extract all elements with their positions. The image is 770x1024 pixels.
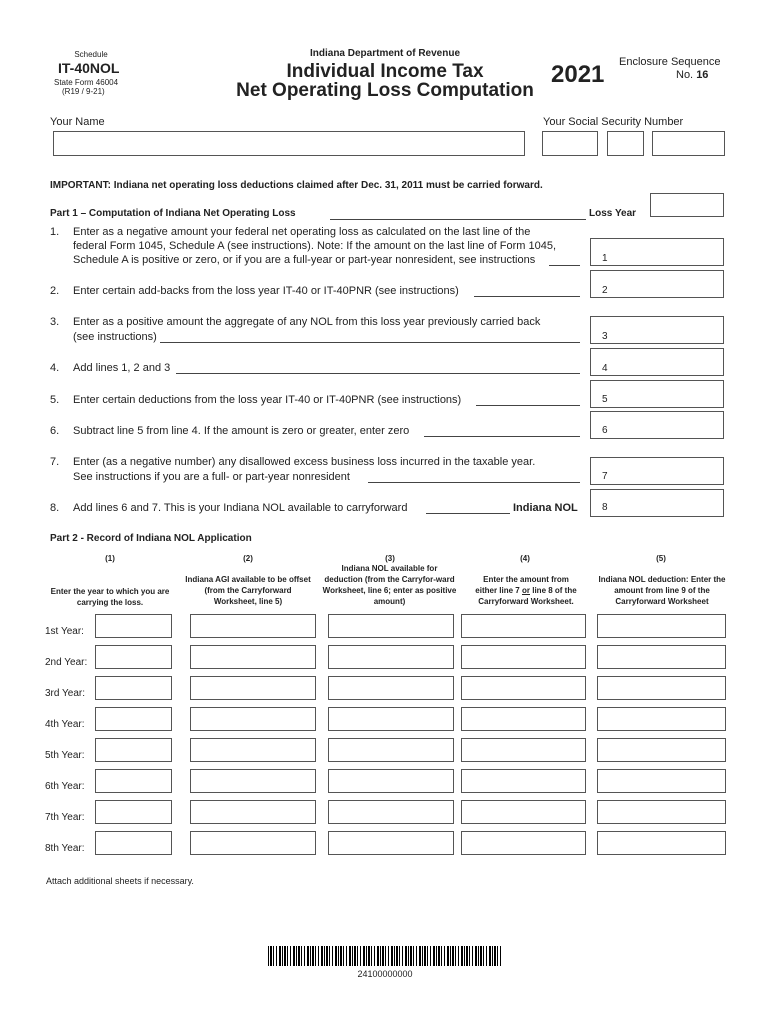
col4-number: (4) — [520, 554, 530, 563]
line-8-number: 8. — [50, 502, 60, 514]
year-8-col-2-field[interactable] — [190, 831, 316, 855]
line-5-box-number: 5 — [602, 394, 608, 405]
year-7-col-1-field[interactable] — [95, 800, 172, 824]
ssn-field-part2[interactable] — [607, 131, 644, 156]
year-4-col-3-field[interactable] — [328, 707, 454, 731]
year-1-col-3-field[interactable] — [328, 614, 454, 638]
year-6-col-2-field[interactable] — [190, 769, 316, 793]
year-2-col-3-field[interactable] — [328, 645, 454, 669]
year-5-col-1-field[interactable] — [95, 738, 172, 762]
enclosure-sequence-label: Enclosure Sequence — [619, 56, 721, 68]
year-1-col-4-field[interactable] — [461, 614, 586, 638]
year-2-col-1-field[interactable] — [95, 645, 172, 669]
year-1-col-2-field[interactable] — [190, 614, 316, 638]
year-7-col-4-field[interactable] — [461, 800, 586, 824]
line-4-box-number: 4 — [602, 363, 608, 374]
row-label-year-7: 7th Year: — [45, 812, 85, 823]
line-6-text: Subtract line 5 from line 4. If the amount is zero or greater, enter zero — [73, 425, 410, 437]
your-name-field[interactable] — [53, 131, 525, 156]
year-7-col-3-field[interactable] — [328, 800, 454, 824]
year-7-col-5-field[interactable] — [597, 800, 726, 824]
row-label-year-2: 2nd Year: — [45, 657, 88, 668]
line-6-box-number: 6 — [602, 425, 608, 436]
line-2-box-number: 2 — [602, 285, 608, 296]
line-2-text: Enter certain add-backs from the loss year IT-40 or IT-40PNR (see instructions) — [73, 285, 459, 297]
line-6-amount-field[interactable] — [590, 411, 724, 439]
line-4-number: 4. — [50, 362, 60, 374]
line-7-text-a: Enter (as a negative number) any disallowed excess business loss incurred in the taxable year. — [73, 456, 536, 468]
line-5-amount-field[interactable] — [590, 380, 724, 408]
state-form-number: State Form 46004 — [54, 78, 119, 87]
year-3-col-4-field[interactable] — [461, 676, 586, 700]
loss-year-field[interactable] — [650, 193, 724, 217]
year-3-col-2-field[interactable] — [190, 676, 316, 700]
line-1-number: 1. — [50, 226, 60, 238]
year-4-col-1-field[interactable] — [95, 707, 172, 731]
year-4-col-2-field[interactable] — [190, 707, 316, 731]
line-6-number: 6. — [50, 425, 60, 437]
year-8-col-3-field[interactable] — [328, 831, 454, 855]
year-1-col-5-field[interactable] — [597, 614, 726, 638]
year-6-col-5-field[interactable] — [597, 769, 726, 793]
part1-heading: Part 1 – Computation of Indiana Net Operating Loss — [50, 208, 296, 219]
year-6-col-3-field[interactable] — [328, 769, 454, 793]
year-3-col-3-field[interactable] — [328, 676, 454, 700]
col3-header: Indiana NOL available for deduction (from the Carryfor-ward Worksheet, line 6; enter as positive amount) — [322, 564, 457, 606]
row-label-year-4: 4th Year: — [45, 719, 85, 730]
line-8-amount-field[interactable] — [590, 489, 724, 517]
row-label-year-3: 3rd Year: — [45, 688, 86, 699]
tax-year: 2021 — [551, 61, 605, 88]
year-5-col-2-field[interactable] — [190, 738, 316, 762]
line-2-number: 2. — [50, 285, 60, 297]
line-3-text-b: (see instructions) — [73, 331, 157, 343]
year-1-col-1-field[interactable] — [95, 614, 172, 638]
barcode — [268, 946, 502, 966]
enclosure-number: No. 16 — [676, 69, 709, 81]
year-3-col-5-field[interactable] — [597, 676, 726, 700]
year-3-col-1-field[interactable] — [95, 676, 172, 700]
col1-header: Enter the year to which you are carrying the loss. — [50, 587, 170, 607]
row-label-year-5: 5th Year: — [45, 750, 85, 761]
row-label-year-6: 6th Year: — [45, 781, 85, 792]
year-2-col-4-field[interactable] — [461, 645, 586, 669]
ssn-field-part3[interactable] — [652, 131, 725, 156]
col5-header: Indiana NOL deduction: Enter the amount from line 9 of the Carryforward Worksheet — [598, 575, 726, 606]
line-1-amount-field[interactable] — [590, 238, 724, 266]
line-3-box-number: 3 — [602, 331, 608, 342]
col2-number: (2) — [243, 554, 253, 563]
part2-heading: Part 2 - Record of Indiana NOL Application — [50, 533, 252, 544]
line-3-text-a: Enter as a positive amount the aggregate of any NOL from this loss year previously carried back — [73, 316, 541, 328]
barcode-number: 24100000000 — [357, 969, 413, 979]
line-3-amount-field[interactable] — [590, 316, 724, 344]
schedule-label: Schedule — [74, 50, 108, 59]
form-title-line2: Net Operating Loss Computation — [236, 80, 534, 101]
loss-year-label: Loss Year — [589, 208, 637, 219]
col3-number: (3) — [385, 554, 395, 563]
year-8-col-5-field[interactable] — [597, 831, 726, 855]
line-7-text-b: See instructions if you are a full- or part-year nonresident — [73, 471, 350, 483]
important-notice: IMPORTANT: Indiana net operating loss deductions claimed after Dec. 31, 2011 must be carried forward. — [50, 180, 543, 191]
line-5-text: Enter certain deductions from the loss year IT-40 or IT-40PNR (see instructions) — [73, 394, 462, 406]
year-6-col-4-field[interactable] — [461, 769, 586, 793]
col2-header: Indiana AGI available to be offset (from the Carryforward Worksheet, line 5) — [185, 575, 311, 606]
year-8-col-4-field[interactable] — [461, 831, 586, 855]
form-revision: (R19 / 9-21) — [62, 87, 105, 96]
year-5-col-4-field[interactable] — [461, 738, 586, 762]
line-1-text-b: federal Form 1045, Schedule A (see instructions). Note: If the amount on the last line of Form 1045, — [73, 240, 557, 252]
form-title-line1: Individual Income Tax — [286, 61, 484, 82]
row-label-year-1: 1st Year: — [45, 626, 84, 637]
line-5-number: 5. — [50, 394, 60, 406]
year-5-col-5-field[interactable] — [597, 738, 726, 762]
year-4-col-5-field[interactable] — [597, 707, 726, 731]
agency-name: Indiana Department of Revenue — [309, 48, 461, 59]
form-code: IT-40NOL — [58, 60, 120, 76]
attach-sheets-note: Attach additional sheets if necessary. — [46, 876, 194, 886]
year-4-col-4-field[interactable] — [461, 707, 586, 731]
line-8-box-number: 8 — [602, 502, 608, 513]
year-2-col-2-field[interactable] — [190, 645, 316, 669]
indiana-nol-label: Indiana NOL — [513, 502, 578, 514]
year-5-col-3-field[interactable] — [328, 738, 454, 762]
ssn-field-part1[interactable] — [542, 131, 598, 156]
line-1-text-c: Schedule A is positive or zero, or if you are a full-year or part-year nonresident, see instructions — [73, 254, 536, 266]
line-7-box-number: 7 — [602, 471, 608, 482]
ssn-label: Your Social Security Number — [543, 116, 684, 128]
line-2-amount-field[interactable] — [590, 270, 724, 298]
col1-number: (1) — [105, 554, 115, 563]
row-label-year-8: 8th Year: — [45, 843, 85, 854]
line-4-text: Add lines 1, 2 and 3 — [73, 362, 171, 374]
line-1-box-number: 1 — [602, 253, 608, 264]
year-6-col-1-field[interactable] — [95, 769, 172, 793]
line-4-amount-field[interactable] — [590, 348, 724, 376]
line-1-text-a: Enter as a negative amount your federal net operating loss as calculated on the last line of the — [73, 226, 531, 238]
col4-header: Enter the amount from either line 7 or line 8 of the Carryforward Worksheet. — [475, 575, 577, 606]
line-7-number: 7. — [50, 456, 60, 468]
year-8-col-1-field[interactable] — [95, 831, 172, 855]
year-2-col-5-field[interactable] — [597, 645, 726, 669]
line-8-text: Add lines 6 and 7. This is your Indiana NOL available to carryforward — [73, 502, 408, 514]
your-name-label: Your Name — [50, 116, 105, 128]
line-3-number: 3. — [50, 316, 60, 328]
line-7-amount-field[interactable] — [590, 457, 724, 485]
col5-number: (5) — [656, 554, 666, 563]
year-7-col-2-field[interactable] — [190, 800, 316, 824]
